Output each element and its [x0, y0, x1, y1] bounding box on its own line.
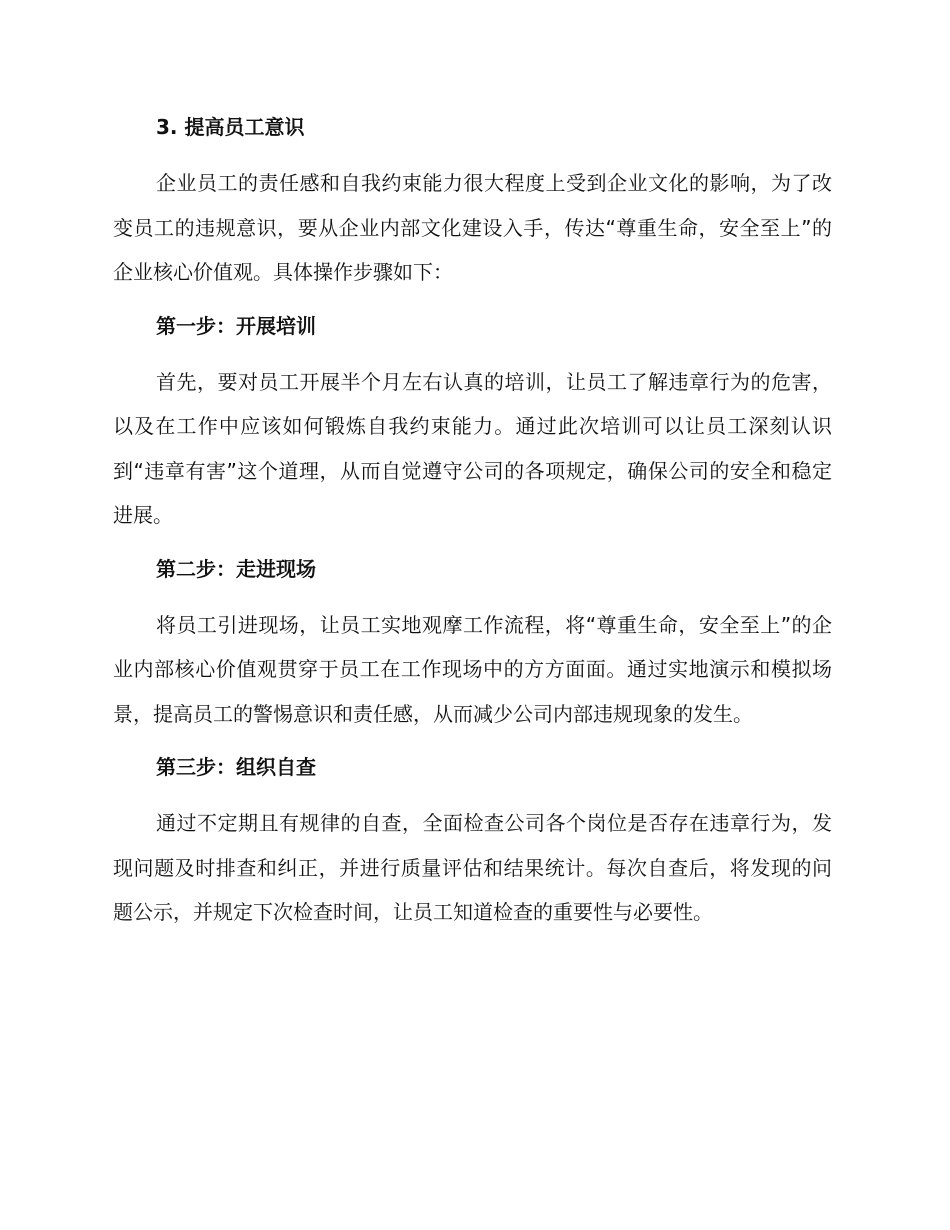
step-2-paragraph: 将员工引进现场，让员工实地观摩工作流程，将“尊重生命，安全至上”的企业内部核心价值观贯穿于员工在工作现场中的方方面面。通过实地演示和模拟场景，提高员工的警惕意识和责任感，从而减少公司内部违规现象的发生。 — [113, 612, 832, 726]
step-1-title: 第一步：开展培训 — [156, 313, 316, 338]
step-1-paragraph: 首先，要对员工开展半个月左右认真的培训，让员工了解违章行为的危害，以及在工作中应该如何锻炼自我约束能力。通过此次培训可以让员工深刻认识到“违章有害”这个道理，从而自觉遵守公司的各项规定，确保公司的安全和稳定进展。 — [113, 369, 832, 527]
step-3-title: 第三步：组织自查 — [156, 755, 316, 779]
intro-paragraph: 企业员工的责任感和自我约束能力很大程度上受到企业文化的影响，为了改变员工的违规意识，要从企业内部文化建设入手，传达“尊重生命，安全至上”的企业核心价值观。具体操作步骤如下： — [113, 171, 832, 284]
step-2-title: 第二步：走进现场 — [156, 556, 316, 581]
step-3-paragraph: 通过不定期且有规律的自查，全面检查公司各个岗位是否存在违章行为，发现问题及时排查和纠正，并进行质量评估和结果统计。每次自查后，将发现的问题公示，并规定下次检查时间，让员工知道检查的重要性与必要性。 — [113, 811, 832, 924]
section-title: 3. 提高员工意识 — [156, 115, 305, 139]
